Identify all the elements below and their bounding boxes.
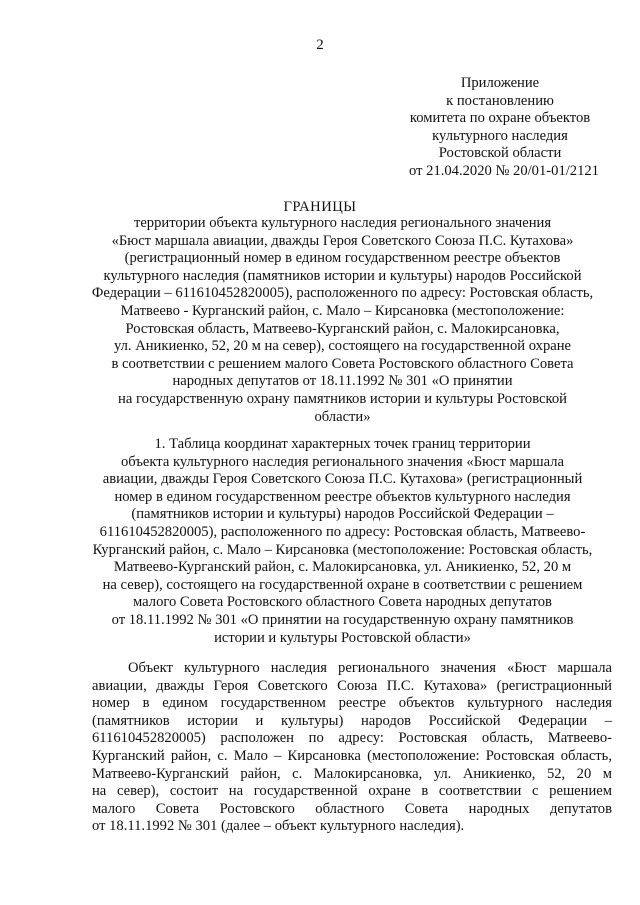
title-description-line: территории объекта культурного наследия регионального значения <box>133 215 552 231</box>
body-line: авиации, дважды Героя Советского Союза П.С. Кутахова» (регистрационный <box>92 677 612 694</box>
table-heading-line: объекта культурного наследия регионального значения «Бюст маршала <box>120 453 565 470</box>
table-heading-line: от 18.11.1992 № 301 «О принятии на государственную охрану памятников <box>111 611 574 628</box>
table-heading-line: малого Совета Ростовского областного Совета народных депутатов <box>133 594 552 611</box>
body-line: (памятников истории и культуры) народов Российской Федерации – <box>92 712 612 729</box>
body-line: на север), состоит на государственной охране в соответствии с решением <box>92 783 612 800</box>
document-title: ГРАНИЦЫ <box>283 199 357 215</box>
page-number: 2 <box>316 37 324 53</box>
body-line: 611610452820005) расположен по адресу: Ростовская область, Матвеево- <box>92 730 612 747</box>
title-description-line: культурного наследия (памятников истории и культуры) народов Российской <box>103 267 582 284</box>
title-description-line: Матвеево - Курганский район, с. Мало – Кирсановка (местоположение: <box>120 302 565 319</box>
table-heading-line: на север), состоящего на государственной охране в соответствии с решением <box>102 576 583 593</box>
body-line: Матвеево-Курганский район, с. Малокирсановка, ул. Аникиенко, 52, 20 м <box>92 765 612 782</box>
title-description-line: в соответствии с решением малого Совета Ростовского областного Совета <box>111 355 574 372</box>
title-description-line: на государственную охрану памятников истории и культуры Ростовской <box>118 390 567 407</box>
table-heading-line: авиации, дважды Героя Советского Союза П.С. Кутахова» (регистрационный <box>102 471 583 488</box>
title-description-line: народных депутатов от 18.11.1992 № 301 «О принятии <box>172 373 513 390</box>
title-description-line: Ростовская область, Матвеево-Курганский район, с. Малокирсановка, <box>125 320 560 337</box>
table-heading-line: 1. Таблица координат характерных точек границ территории <box>154 436 531 452</box>
table-heading-line: Курганский район, с. Мало – Кирсановка (местоположение: Ростовская область, <box>92 541 593 558</box>
title-description-line: (регистрационный номер в едином государственном реестре объектов <box>124 250 561 267</box>
body-line: от 18.11.1992 № 301 (далее – объект культурного наследия). <box>92 818 465 835</box>
appendix-line: комитета по охране объектов <box>409 110 591 127</box>
appendix-line: к постановлению <box>446 92 554 109</box>
table-heading-line: 611610452820005), расположенного по адресу: Ростовская область, Матвеево- <box>99 523 586 540</box>
table-heading-line: истории и культуры Ростовской области» <box>214 629 471 646</box>
body-line: номер в едином государственном реестре объектов культурного наследия <box>92 695 612 712</box>
title-description <box>70 215 615 426</box>
title-description-line: Федерации – 611610452820005), расположенного по адресу: Ростовская область, <box>91 285 594 302</box>
body-line: Объект культурного наследия регионального значения «Бюст маршала <box>128 660 612 676</box>
title-description-line: «Бюст маршала авиации, дважды Героя Советского Союза П.С. Кутахова» <box>111 232 574 249</box>
table-heading-line: (памятников истории и культуры) народов Российской Федерации – <box>131 506 554 523</box>
appendix-line: культурного наследия <box>432 127 568 144</box>
title-description-line: области» <box>314 408 371 425</box>
appendix-line: от 21.04.2020 № 20/01-01/2121 <box>409 162 599 179</box>
appendix-header <box>380 75 620 181</box>
table-heading <box>70 436 615 647</box>
table-heading-line: номер в едином государственном реестре объектов культурного наследия <box>114 488 571 505</box>
body-paragraph <box>92 660 612 836</box>
appendix-line: Приложение <box>460 75 540 91</box>
body-line: Курганский район, с. Мало – Кирсановка (местоположение: Ростовская область, <box>92 747 612 764</box>
table-heading-line: Матвеево-Курганский район, с. Малокирсановка, ул. Аникиенко, 52, 20 м <box>113 559 572 576</box>
appendix-line: Ростовской области <box>438 145 562 162</box>
title-description-line: ул. Аникиенко, 52, 20 м на север), состоящего на государственной охране <box>113 338 572 355</box>
body-line: малого Совета Ростовского областного Совета народных депутатов <box>92 800 612 817</box>
